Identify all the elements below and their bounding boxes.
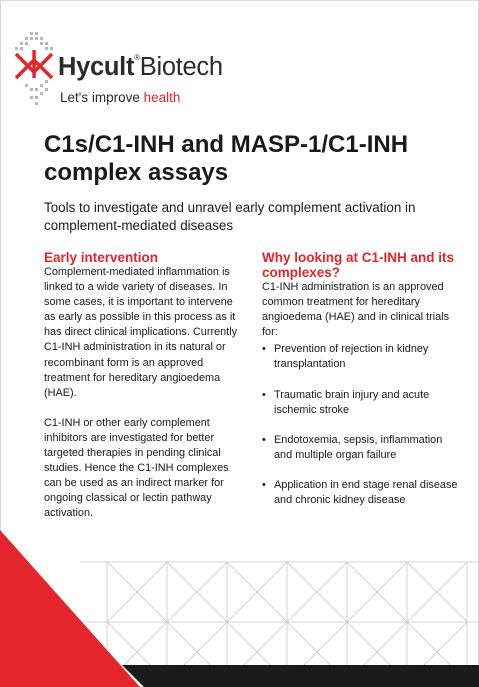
bullet-icon: • bbox=[262, 478, 266, 491]
tagline-highlight: health bbox=[143, 90, 181, 105]
bullet-icon: • bbox=[262, 343, 266, 356]
bullet-text: Application in end stage renal disease and chronic kidney disease bbox=[274, 478, 458, 507]
left-paragraph-2: C1-INH or other early complement inhibitors are investigated for better targeted therapies in pending clinical studies. Hence the C1-INH complexes can be used as an indirect marker for ongoing classical or lectin pathway activation. bbox=[44, 416, 229, 520]
bullet-list bbox=[262, 342, 462, 508]
registered-mark: ® bbox=[134, 53, 140, 62]
right-intro: C1-INH administration is an approved common treatment for hereditary angioedema (HAE) and in clinical trials for: bbox=[262, 281, 450, 339]
page-title: C1s/C1-INH and MASP-1/C1-INH complex assays bbox=[44, 131, 409, 186]
left-paragraph-1: Complement-mediated inflammation is linked to a wide variety of diseases. In some cases, it is important to intervene as early as possible in this process as it has direct clinical implications. Currently C1-INH administration in its natural or recombinant form is an approved treatment for hereditary angioedema (HAE). bbox=[44, 266, 238, 399]
hycult-logo-mark-icon bbox=[14, 32, 58, 106]
right-heading: Why looking at C1-INH and its complexes? bbox=[262, 250, 455, 280]
bullet-icon: • bbox=[262, 388, 266, 401]
tagline-start: Let's improve bbox=[60, 90, 144, 105]
bullet-text: Traumatic brain injury and acute ischemic stroke bbox=[274, 388, 430, 416]
right-column bbox=[262, 250, 462, 523]
left-heading: Early intervention bbox=[44, 250, 159, 265]
list-item bbox=[262, 342, 462, 372]
list-item bbox=[262, 433, 462, 463]
brand-name bbox=[58, 53, 223, 82]
left-column bbox=[44, 250, 244, 522]
bullet-text: Prevention of rejection in kidney transplantation bbox=[274, 343, 429, 371]
list-item bbox=[262, 478, 462, 508]
bullet-text: Endotoxemia, sepsis, inflammation and multiple organ failure bbox=[274, 433, 443, 461]
page-subtitle: Tools to investigate and unravel early complement activation in complement-mediated diseases bbox=[44, 200, 416, 233]
list-item bbox=[262, 388, 462, 418]
bullet-icon: • bbox=[262, 433, 266, 446]
brand-name-regular: Biotech bbox=[139, 53, 223, 81]
brand-name-bold: Hycult bbox=[58, 53, 135, 81]
brand-tagline bbox=[60, 90, 180, 105]
